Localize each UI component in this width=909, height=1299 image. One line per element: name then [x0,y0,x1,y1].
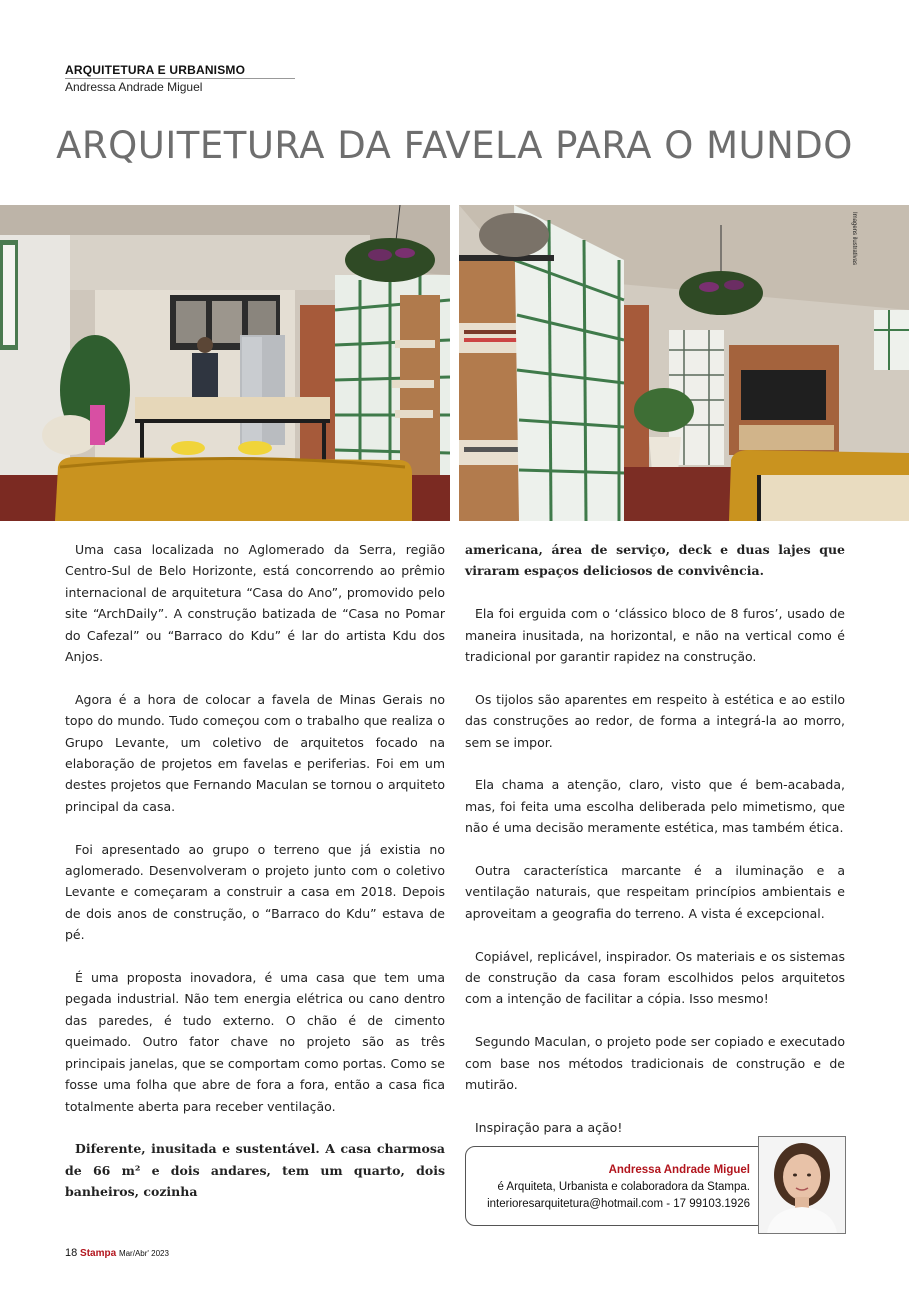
section-header [65,63,295,94]
highlight-paragraph: americana, área de serviço, deck e duas lajes que viraram espaços deliciosos de convivência. [465,542,845,579]
paragraph: Inspiração para a ação! [475,1119,623,1135]
section-category: ARQUITETURA E URBANISMO [65,63,295,79]
paragraph: Ela chama a atenção, claro, visto que é bem-acabada, mas, foi feita uma escolha deliberada pelo mimetismo, que não é uma decisão meramente estética, mas também ética. [465,777,845,836]
article-column-1 [65,539,445,1224]
photo-credit: Imagens ilustrativas [851,212,857,266]
bio-name: Andressa Andrade Miguel [608,1164,750,1176]
living-room-photo [459,205,909,521]
avatar [758,1136,846,1234]
paragraph: Outra característica marcante é a iluminação e a ventilação naturais, que respeitam princípios ambientais e aproveitam a geografia do terreno. A vista é excepcional. [465,863,845,921]
byline-author: Andressa Andrade Miguel [65,80,203,94]
page-number: 18 [65,1247,78,1259]
author-bio-box [465,1146,767,1226]
paragraph: Ela foi erguida com o ‘clássico bloco de 8 furos’, usado de maneira inusitada, na horizontal, e não na vertical como é tradicional por garantir rapidez na construção. [465,606,845,665]
paragraph: Segundo Maculan, o projeto pode ser copiado e executado com base nos métodos tradicionais de construção e de mutirão. [465,1034,845,1093]
highlight-paragraph: Diferente, inusitada e sustentável. A casa charmosa de 66 m² e dois andares, tem um quarto, dois banheiros, cozinha [65,1141,445,1200]
paragraph: Uma casa localizada no Aglomerado da Serra, região Centro-Sul de Belo Horizonte, está concorrendo ao prêmio internacional de arquitetura “Casa do Ano”, promovido pelo site “ArchDaily”. A construção batizada de “Casa no Pomar do Cafezal” ou “Barraco do Kdu” é lar do artista Kdu dos Anjos. [65,542,445,665]
article-headline: ARQUITETURA DA FAVELA PARA O MUNDO [56,124,853,167]
paragraph: Copiável, replicável, inspirador. Os materiais e os sistemas de construção da casa foram escolhidos pelos arquitetos com a intenção de facilitar a cópia. Isso mesmo! [465,948,845,1007]
edition-date: Mar/Abr' 2023 [118,1249,169,1258]
bio-contact: interioresarquitetura@hotmail.com - 17 99103.1926 [487,1198,750,1210]
page-footer [65,1247,169,1259]
magazine-brand: Stampa [80,1248,117,1259]
article-column-2 [465,539,845,1160]
paragraph: Os tijolos são aparentes em respeito à estética e ao estilo das construções ao redor, de forma a integrá-la ao morro, sem se impor. [465,691,845,750]
paragraph: Agora é a hora de colocar a favela de Minas Gerais no topo do mundo. Tudo começou com o trabalho que realiza o Grupo Levante, um coletivo de arquitetos focado na elaboração de projetos em favelas e periferias. Foi em um destes projetos que Fernando Maculan se tornou o arquiteto principal da casa. [65,691,445,814]
bio-role: é Arquiteta, Urbanista e colaboradora da Stampa. [497,1181,750,1193]
paragraph: É uma proposta inovadora, é uma casa que tem uma pegada industrial. Não tem energia elétrica ou cano dentro das paredes, é tudo externo. O chão é de cimento queimado. Outro fator chave no projeto são as três principais janelas, que se comportam como portas. Como se fosse uma folha que abre de fora a fora, então a casa fica totalmente aberta para receber ventilação. [65,970,445,1114]
paragraph: Foi apresentado ao grupo o terreno que já existia no aglomerado. Desenvolveram o projeto junto com o coletivo Levante e começaram a construir a casa em 2018. Depois de dois anos de construção, o “Barraco do Kdu” estava de pé. [65,841,445,943]
kitchen-photo [0,205,450,521]
